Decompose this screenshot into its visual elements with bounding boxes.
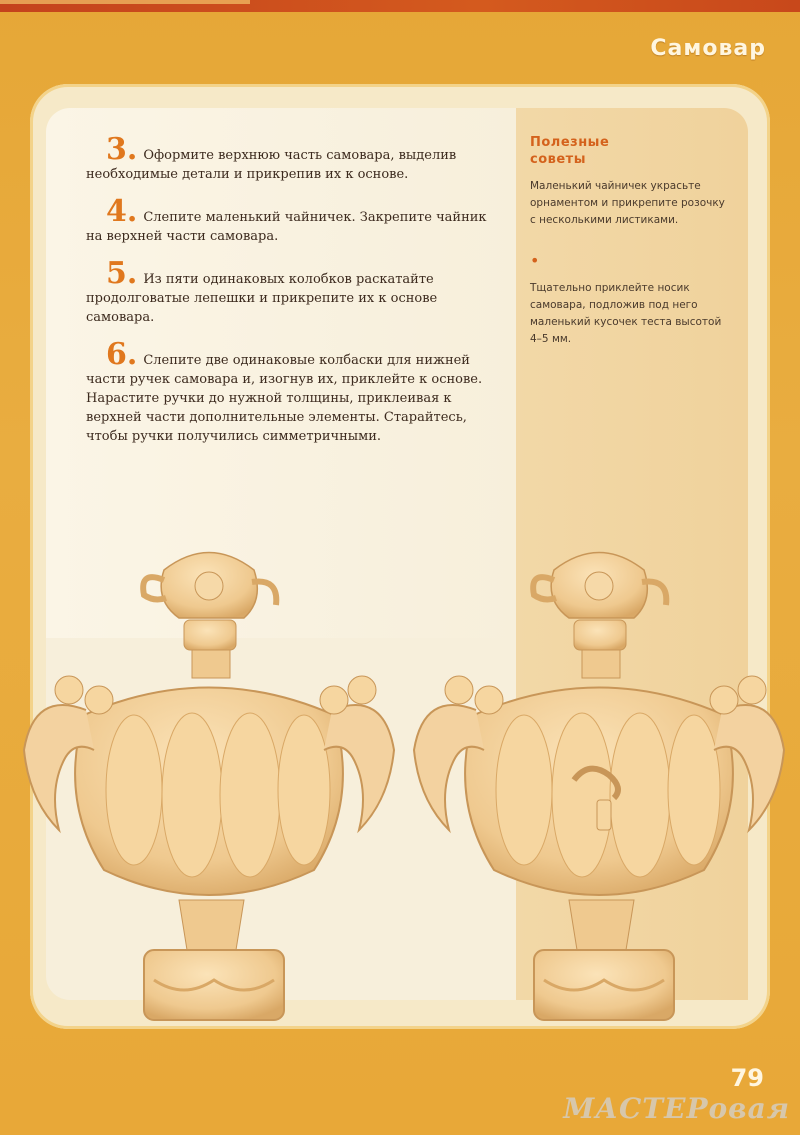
step-5 <box>86 256 496 327</box>
top-color-bar <box>0 0 800 12</box>
step-text: Из пяти одинаковых колобков раскатайте продолговатые лепешки и прикрепите их к основе самовара. <box>86 272 438 325</box>
step-6 <box>86 337 496 446</box>
samovar-with-spout-image <box>404 540 794 1030</box>
step-4 <box>86 194 496 246</box>
page-number: 79 <box>730 1064 764 1092</box>
samovar-front-image <box>14 540 404 1030</box>
step-text: Оформите верхнюю часть самовара, выделив необходимые детали и прикрепив их к основе. <box>86 148 457 182</box>
watermark: МАСТЕРовая <box>563 1092 790 1125</box>
step-text: Слепите две одинаковые колбаски для нижней части ручек самовара и, изогнув их, приклейте к основе. Нарастите ручки до нужной толщины, приклеивая к верхней части дополнительные элементы. Старайтесь, чтобы ручки получились симметричными. <box>86 353 483 444</box>
section-title: Самовар <box>650 36 766 61</box>
step-number: 6. <box>106 337 138 372</box>
step-text: Слепите маленький чайничек. Закрепите чайник на верхней части самовара. <box>86 210 487 244</box>
step-number: 5. <box>106 256 138 291</box>
steps-list <box>86 132 496 464</box>
tips-heading: Полезные советы <box>530 135 610 167</box>
top-strip <box>0 0 250 4</box>
tip-text-1: Маленький чайничек украсьте орнаментом и прикрепите розочку с несколькими листиками. <box>530 180 725 226</box>
useful-tips <box>530 134 730 348</box>
bullet-dot: • <box>530 251 540 270</box>
step-number: 4. <box>106 194 138 229</box>
tip-text-2: Тщательно приклейте носик самовара, подложив под него маленький кусочек теста высотой 4–5 мм. <box>530 282 722 345</box>
step-number: 3. <box>106 132 138 167</box>
step-3 <box>86 132 496 184</box>
